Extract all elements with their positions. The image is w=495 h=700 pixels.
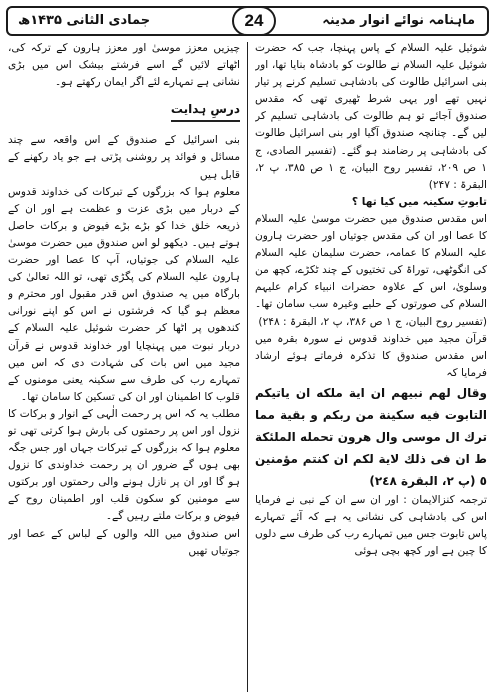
issue-date: جمادی الثانی ۱۴۳۵ھ: [18, 13, 151, 28]
translation: ترجمہ کنزالایمان : اور ان سے ان کے نبی نے فرمایا اس کی بادشاہی کی نشانی یہ ہے کہ آئے تمہارے پاس تابوت جس میں تمہارے رب کی طرف سے دلوں کا چین ہے اور کچھ بچی ہوئی: [255, 493, 487, 558]
paragraph: بنی اسرائیل کے صندوق کے اس واقعہ سے چند مسائل و فوائد پر روشنی پڑتی ہے جو یاد رکھنے کے قابل ہیں: [8, 134, 240, 181]
arabic-verse: وقال لهم نبيهم ان اية ملكه ان ياتيكم التابوت فيه سكينة من ربكم و بقية مما ترك ال موسى وال هرون تحمله الملئكة ط ان فى ذلك لاية لكم ان كنتم مؤمنين ٥ (پ ٢، البقرة ٢٤٨): [255, 385, 487, 488]
paragraph: مطلب یہ کہ اس پر رحمت الٰہی کے انوار و برکات کا نزول اور اس پر رحمتوں کی بارش ہوا کرتی تھی تو معلوم ہوا کہ بزرگوں کے تبرکات جہاں اور جس جگہ بھی ہوں گے ضرور ان پر رحمت خداوندی کا نزول ہو گا اور ان پر نازل ہونے والی رحمتوں اور برکتوں سے مومنین کو سکون قلب اور اطمینان روح کے فیوض و برکات ملتے رہیں گے۔: [8, 407, 240, 523]
left-column: [8, 40, 240, 695]
magazine-title: ماہنامہ نوائے انوار مدینہ: [322, 13, 475, 28]
paragraph: شوئیل علیہ السلام کے پاس پہنچا، جب کہ حضرت شوئیل علیہ السلام نے طالوت کو بادشاہ بنایا تھا، اور بنی اسرائیل طالوت کی بادشاہی تسلیم کرنے پر تیار نہیں تھے اور یہی شرط ٹھیری تھی کہ مقدس صندوق آجائے تو ہم طالوت کی بادشاہی تسلیم کر لیں گے۔ چنانچہ صندوق آگیا اور بنی اسرائیل طالوت کی بادشاہی پر رضامند ہو گئے۔ (تفسیر الصادی، ج ۱ ص ۲۰۹، تفسیر روح البیان، ج ۱ ص ۳۸۵، پ ۲، البقرۃ : ۲۴۷): [255, 42, 487, 191]
paragraph: چیزیں معزز موسیٰ اور معزز ہارون کے ترکہ کی، اٹھاتے لائیں گے اسے فرشتے بیشک اس میں بڑی نشانی ہے تمہارے لئے اگر ایمان رکھتے ہو۔: [8, 42, 240, 89]
paragraph: اس صندوق میں اللہ والوں کے لباس کے عصا اور جوتیاں تھیں: [8, 527, 240, 557]
paragraph: اس مقدس صندوق میں حضرت موسیٰ علیہ السلام کا عصا اور ان کی مقدس جوتیاں اور حضرت ہارون علیہ السلام کا عمامہ، حضرت سلیمان علیہ السلام کی انگوٹھی، توراۃ کی تختیوں کے چند ٹکڑے، کچھ من وسلویٰ، اس کے علاوہ حضرات انبیاء کرام علیہم السلام کی صورتوں کے حلیے وغیرہ سب سامان تھا۔ (تفسیر روح البیان، ج ۱ ص ۳۸۶، پ ۲، البقرۃ : ۲۴۸): [255, 212, 487, 328]
right-column: [255, 40, 487, 695]
paragraph: قرآن مجید میں خداوند قدوس نے سورہ بقرہ میں اس مقدس صندوق کا تذکرہ فرماتے ہوئے ارشاد فرمایا کہ: [255, 332, 487, 379]
paragraph: معلوم ہوا کہ بزرگوں کے تبرکات کی خداوند قدوس کے دربار میں بڑی عزت و عظمت ہے اور ان کے ذریعہ خلق خدا کو بڑے بڑے فیوض و برکات حاصل ہوتے ہیں۔ دیکھو لو اس صندوق میں حضرت موسیٰ علیہ السلام کی جوتیاں، آپ کا عصا اور حضرت ہارون علیہ السلام کی پگڑی تھی، تو اللہ تعالیٰ کی بارگاہ میں یہ صندوق اس قدر مقبول اور محترم و معظم ہو گیا کہ فرشتوں نے اس کو اپنے نورانی کندھوں پر اٹھا کر حضرت شوئیل علیہ السلام کے دربار نبوت میں پہنچایا اور خداوند قدوس نے قرآن مجید میں اس بات کی شہادت دی کہ اس میں تمہارے رب کی طرف سے سکینہ یعنی مومنوں کے قلوب کا اطمینان اور ان کی تسکین کا سامان تھا۔: [8, 185, 240, 403]
page-number: 24: [232, 6, 276, 36]
section-heading: درسِ ہدایت: [171, 101, 240, 122]
column-divider: [247, 42, 248, 692]
page-header: [6, 6, 489, 36]
question-heading: تابوتِ سکینہ میں کیا تھا ؟: [351, 195, 487, 208]
